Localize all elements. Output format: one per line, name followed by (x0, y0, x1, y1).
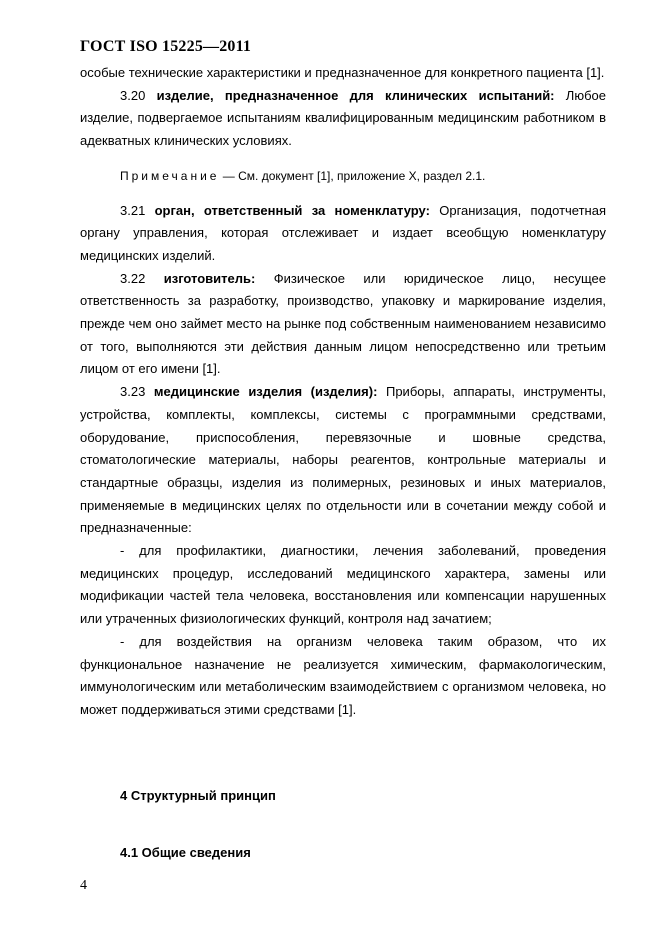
definition-3-22 (80, 268, 606, 382)
definition-text: Организация, подотчетная органу управления, которая отслеживает и издает всеобщую номенклатуру медицинских изделий. (80, 202, 606, 263)
paragraph-continuation: особые технические характеристики и предназначенное для конкретного пациента [1]. (80, 65, 605, 80)
list-item: - для воздействия на организм человека таким образом, что их функциональное назначение не реализуется химическим, фармакологическим, иммунологическим или метаболическим взаимодействием с организмом человека, но может поддерживаться этими средствами [1]. (80, 633, 606, 717)
definition-text: Физическое или юридическое лицо, несущее ответственность за разработку, производство, упаковку и маркирование изделия, прежде чем оно займет место на рынке под собственным наименованием независимо от того, выполняются эти действия данным лицом непосредственно или третьим лицом от его имени [1]. (80, 270, 607, 377)
note (80, 165, 606, 188)
section-heading-4: 4 Структурный принцип (120, 788, 276, 803)
definition-number: 3.22 (120, 270, 164, 286)
definition-number: 3.20 (120, 87, 157, 103)
definition-term: изготовитель: (163, 270, 256, 286)
definition-term: изделие, предназначенное для клинических испытаний: (156, 87, 555, 103)
document-header: ГОСТ ISO 15225—2011 (80, 38, 252, 55)
list-item: - для профилактики, диагностики, лечения заболеваний, проведения медицинских процедур, исследований медицинского характера, замены или модификации частей тела человека, восстановления или компенсации нарушенных или утраченных физиологических функций, контроля над зачатием; (80, 543, 606, 627)
definition-3-20 (80, 85, 606, 153)
definition-number: 3.21 (120, 202, 155, 218)
definition-text: Любое изделие, подвергаемое испытаниям квалифицированным медицинским работником в адекватных клинических условиях. (80, 87, 606, 149)
section-heading-4-1: 4.1 Общие сведения (120, 845, 251, 860)
definition-term: орган, ответственный за номенклатуру: (154, 202, 430, 218)
note-label: Примечание (120, 168, 220, 183)
page-number: 4 (80, 878, 87, 893)
definition-number: 3.23 (120, 384, 154, 400)
definition-text: Приборы, аппараты, инструменты, устройства, комплекты, комплексы, системы с программными средствами, оборудование, приспособления, перевязочные и шовные средства, стоматологические материалы, наборы реагентов, контрольные материалы и стандартные образцы, изделия из полимерных, резиновых и иных материалов, применяемые в медицинских целях по отдельности или в сочетании между собой и предназначенные: (80, 384, 607, 536)
note-text: — См. документ [1], приложение X, раздел 2.1. (219, 168, 486, 183)
definition-3-21 (80, 200, 606, 268)
definition-term: медицинские изделия (изделия): (153, 384, 378, 400)
definition-3-23 (80, 381, 606, 540)
document-body (80, 62, 606, 722)
